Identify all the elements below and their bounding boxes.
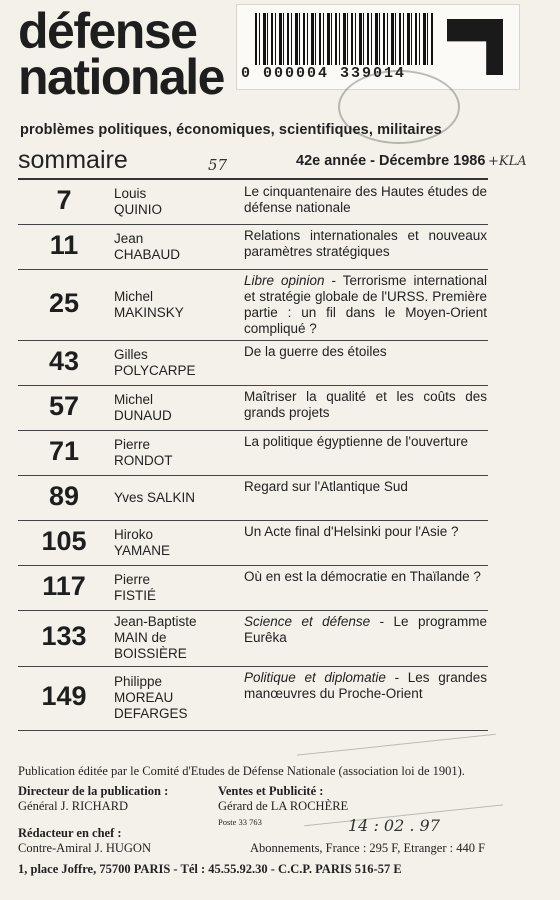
toc-title: Libre opinion - Terrorisme international et stratégie globale de l'URSS. Première partie : un fil dans le Moyen-Orient compliqué ? <box>244 273 487 336</box>
toc-title: Relations internationales et nouveaux paramètres stratégiques <box>244 228 487 259</box>
toc-page-number: 71 <box>48 435 80 466</box>
toc-row <box>18 340 488 386</box>
toc-page-number: 105 <box>41 525 87 556</box>
toc-author: Hiroko YAMANE <box>114 526 171 558</box>
directeur-name: Général J. RICHARD <box>18 799 129 813</box>
handwritten-date: 14 : 02 . 97 <box>348 816 440 835</box>
toc-page-number: 133 <box>41 621 87 651</box>
barcode-bars <box>255 13 433 65</box>
toc-row <box>18 666 488 731</box>
toc-row <box>18 610 488 667</box>
masthead-subtitle: problèmes politiques, économiques, scientifiques, militaires <box>20 122 442 138</box>
toc-page-number: 25 <box>48 287 80 318</box>
ventes-name: Gérard de LA ROCHÈRE <box>218 799 349 813</box>
masthead-line2: nationale <box>18 49 224 105</box>
poste-number: Poste 33 763 <box>218 817 262 827</box>
toc-author: Philippe MOREAU DEFARGES <box>114 674 188 721</box>
toc-page-number: 89 <box>48 480 80 511</box>
toc-title: Maîtriser la qualité et les coûts des grands projets <box>244 389 487 420</box>
redacteur-name: Contre-Amiral J. HUGON <box>18 841 151 855</box>
handwritten-code: +KLA <box>488 154 527 169</box>
toc-author: Gilles POLYCARPE <box>114 346 196 378</box>
toc-row <box>18 520 488 566</box>
toc-title: Regard sur l'Atlantique Sud <box>244 479 408 494</box>
toc-title: Où en est la démocratie en Thaïlande ? <box>244 569 481 584</box>
toc-author: Michel DUNAUD <box>114 391 172 423</box>
address-line: 1, place Joffre, 75700 PARIS - Tél : 45.55.92.30 - C.C.P. PARIS 516-57 E <box>18 862 402 876</box>
barcode-number: 0 000004 339014 <box>241 65 407 82</box>
toc-row <box>18 565 488 611</box>
toc-author: Jean-Baptiste MAIN de BOISSIÈRE <box>114 614 197 661</box>
toc-page-number: 7 <box>56 185 72 215</box>
redacteur-label: Rédacteur en chef : <box>18 826 122 840</box>
toc-title: Un Acte final d'Helsinki pour l'Asie ? <box>244 524 459 539</box>
sommaire-heading: sommaire <box>18 146 128 174</box>
masthead-line1: défense <box>18 3 197 59</box>
toc-author: Pierre FISTIÉ <box>114 571 157 603</box>
toc-title: Politique et diplomatie - Les grandes manœuvres du Proche-Orient <box>244 670 487 701</box>
toc-row <box>18 430 488 476</box>
toc-page-number: 43 <box>48 345 80 376</box>
publication-note: Publication éditée par le Comité d'Etudes de Défense Nationale (association loi de 1901). <box>18 764 465 778</box>
toc-author: Louis QUINIO <box>114 186 163 217</box>
handwritten-note: 57 <box>208 156 228 174</box>
toc-author: Jean CHABAUD <box>114 230 181 262</box>
toc-row <box>18 385 488 431</box>
toc-title: Le cinquantenaire des Hautes études de défense nationale <box>244 184 487 215</box>
toc-page-number: 149 <box>41 681 87 711</box>
toc-row <box>18 475 488 521</box>
toc-row <box>18 224 488 270</box>
toc-title: Science et défense - Le programme Eurêka <box>244 614 487 645</box>
publisher-logo-icon <box>447 19 503 75</box>
directeur-label: Directeur de la publication : <box>18 784 169 798</box>
toc-row <box>18 269 488 341</box>
toc-page-number: 57 <box>48 390 80 421</box>
toc-page-number: 11 <box>49 229 79 260</box>
ventes-label: Ventes et Publicité : <box>218 784 324 798</box>
issue-date: 42e année - Décembre 1986 <box>296 153 486 169</box>
toc-author: Pierre RONDOT <box>114 436 173 468</box>
toc-title: La politique égyptienne de l'ouverture <box>244 434 468 449</box>
toc-author: Yves SALKIN <box>114 489 196 505</box>
toc-title: De la guerre des étoiles <box>244 344 387 359</box>
masthead <box>18 3 224 105</box>
toc-row <box>18 180 488 225</box>
toc-author: Michel MAKINSKY <box>114 288 184 320</box>
toc-page-number: 117 <box>42 570 86 601</box>
subscription-prices: Abonnements, France : 295 F, Etranger : 440 F <box>250 841 486 855</box>
